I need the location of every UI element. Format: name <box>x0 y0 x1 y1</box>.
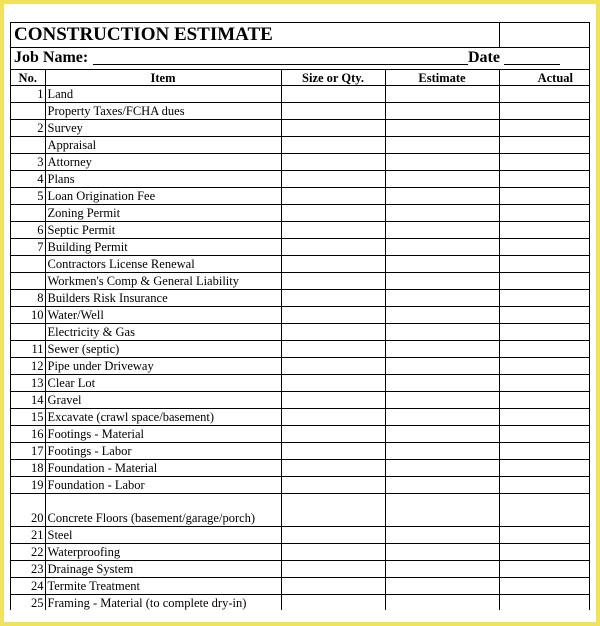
row-item: Zoning Permit <box>45 205 281 222</box>
column-header-no: No. <box>11 70 45 86</box>
row-item: Foundation - Material <box>45 460 281 477</box>
estimate-table <box>11 69 589 610</box>
row-number: 24 <box>11 578 45 595</box>
row-actual-cell[interactable] <box>499 341 589 358</box>
row-item: Building Permit <box>45 239 281 256</box>
row-size-cell[interactable] <box>281 477 385 494</box>
row-estimate-cell[interactable] <box>385 273 499 290</box>
row-number <box>11 324 45 341</box>
row-number <box>11 103 45 120</box>
title-row <box>11 23 589 48</box>
table-row <box>11 544 589 561</box>
row-number: 2 <box>11 120 45 137</box>
table-row <box>11 222 589 239</box>
row-estimate-cell[interactable] <box>385 595 499 611</box>
table-row <box>11 341 589 358</box>
row-actual-cell[interactable] <box>499 188 589 205</box>
row-number: 19 <box>11 477 45 494</box>
date-label: Date <box>468 49 500 66</box>
row-actual-cell[interactable] <box>499 205 589 222</box>
row-actual-cell[interactable] <box>499 409 589 426</box>
row-number: 6 <box>11 222 45 239</box>
row-item: Excavate (crawl space/basement) <box>45 409 281 426</box>
row-estimate-cell[interactable] <box>385 426 499 443</box>
row-size-cell[interactable] <box>281 307 385 324</box>
row-item: Contractors License Renewal <box>45 256 281 273</box>
row-estimate-cell[interactable] <box>385 154 499 171</box>
row-actual-cell[interactable] <box>499 239 589 256</box>
row-size-cell[interactable] <box>281 409 385 426</box>
row-number: 12 <box>11 358 45 375</box>
row-item: Drainage System <box>45 561 281 578</box>
row-item: Water/Well <box>45 307 281 324</box>
row-number: 13 <box>11 375 45 392</box>
table-row <box>11 375 589 392</box>
job-row <box>11 47 589 70</box>
row-actual-cell[interactable] <box>499 544 589 561</box>
row-actual-cell[interactable] <box>499 307 589 324</box>
table-row <box>11 460 589 477</box>
row-actual-cell[interactable] <box>499 392 589 409</box>
row-number: 8 <box>11 290 45 307</box>
row-size-cell[interactable] <box>281 256 385 273</box>
job-name-field[interactable] <box>93 64 468 65</box>
table-row <box>11 409 589 426</box>
row-item: Builders Risk Insurance <box>45 290 281 307</box>
row-actual-cell[interactable] <box>499 222 589 239</box>
row-number: 20 <box>11 494 45 527</box>
row-number: 7 <box>11 239 45 256</box>
row-size-cell[interactable] <box>281 595 385 611</box>
row-actual-cell[interactable] <box>499 494 589 527</box>
row-item: Appraisal <box>45 137 281 154</box>
estimate-sheet <box>10 22 590 610</box>
row-size-cell[interactable] <box>281 103 385 120</box>
row-estimate-cell[interactable] <box>385 324 499 341</box>
table-row <box>11 561 589 578</box>
row-item: Attorney <box>45 154 281 171</box>
row-actual-cell[interactable] <box>499 426 589 443</box>
row-size-cell[interactable] <box>281 188 385 205</box>
row-estimate-cell[interactable] <box>385 527 499 544</box>
table-row <box>11 358 589 375</box>
column-header-item: Item <box>45 70 281 86</box>
table-row <box>11 171 589 188</box>
row-actual-cell[interactable] <box>499 358 589 375</box>
row-item: Electricity & Gas <box>45 324 281 341</box>
row-size-cell[interactable] <box>281 527 385 544</box>
row-estimate-cell[interactable] <box>385 222 499 239</box>
table-row <box>11 154 589 171</box>
row-number: 22 <box>11 544 45 561</box>
row-actual-cell[interactable] <box>499 273 589 290</box>
row-estimate-cell[interactable] <box>385 290 499 307</box>
row-size-cell[interactable] <box>281 154 385 171</box>
row-item: Concrete Floors (basement/garage/porch) <box>45 494 281 527</box>
row-item: Survey <box>45 120 281 137</box>
row-number: 18 <box>11 460 45 477</box>
table-row <box>11 578 589 595</box>
row-actual-cell[interactable] <box>499 595 589 611</box>
date-field[interactable] <box>504 64 560 65</box>
row-estimate-cell[interactable] <box>385 358 499 375</box>
row-item: Workmen's Comp & General Liability <box>45 273 281 290</box>
row-estimate-cell[interactable] <box>385 256 499 273</box>
row-estimate-cell[interactable] <box>385 443 499 460</box>
row-item: Plans <box>45 171 281 188</box>
row-item: Loan Origination Fee <box>45 188 281 205</box>
row-estimate-cell[interactable] <box>385 494 499 527</box>
table-header-row <box>11 70 589 86</box>
row-size-cell[interactable] <box>281 205 385 222</box>
table-row <box>11 494 589 527</box>
row-size-cell[interactable] <box>281 222 385 239</box>
row-item: Waterproofing <box>45 544 281 561</box>
row-number: 4 <box>11 171 45 188</box>
table-row <box>11 527 589 544</box>
row-actual-cell[interactable] <box>499 375 589 392</box>
row-number <box>11 273 45 290</box>
column-header-size: Size or Qty. <box>281 70 385 86</box>
row-number: 23 <box>11 561 45 578</box>
row-estimate-cell[interactable] <box>385 392 499 409</box>
table-row <box>11 86 589 103</box>
row-actual-cell[interactable] <box>499 154 589 171</box>
job-name-label: Job Name: <box>14 49 89 66</box>
table-row <box>11 392 589 409</box>
table-row <box>11 477 589 494</box>
column-header-actual: Actual <box>499 70 589 86</box>
row-size-cell[interactable] <box>281 324 385 341</box>
row-size-cell[interactable] <box>281 375 385 392</box>
table-row <box>11 273 589 290</box>
row-size-cell[interactable] <box>281 443 385 460</box>
row-item: Land <box>45 86 281 103</box>
row-estimate-cell[interactable] <box>385 171 499 188</box>
row-number <box>11 256 45 273</box>
row-size-cell[interactable] <box>281 86 385 103</box>
table-row <box>11 239 589 256</box>
row-estimate-cell[interactable] <box>385 188 499 205</box>
table-row <box>11 188 589 205</box>
row-actual-cell[interactable] <box>499 527 589 544</box>
row-number: 14 <box>11 392 45 409</box>
row-item: Property Taxes/FCHA dues <box>45 103 281 120</box>
title-divider <box>499 23 500 47</box>
row-estimate-cell[interactable] <box>385 578 499 595</box>
row-number: 17 <box>11 443 45 460</box>
row-number <box>11 137 45 154</box>
table-row <box>11 307 589 324</box>
row-estimate-cell[interactable] <box>385 103 499 120</box>
row-actual-cell[interactable] <box>499 561 589 578</box>
row-item: Footings - Labor <box>45 443 281 460</box>
row-estimate-cell[interactable] <box>385 341 499 358</box>
table-row <box>11 324 589 341</box>
row-actual-cell[interactable] <box>499 290 589 307</box>
row-estimate-cell[interactable] <box>385 307 499 324</box>
table-row <box>11 137 589 154</box>
row-size-cell[interactable] <box>281 358 385 375</box>
row-item: Foundation - Labor <box>45 477 281 494</box>
row-actual-cell[interactable] <box>499 256 589 273</box>
row-size-cell[interactable] <box>281 544 385 561</box>
table-row <box>11 426 589 443</box>
row-item: Clear Lot <box>45 375 281 392</box>
row-size-cell[interactable] <box>281 137 385 154</box>
row-size-cell[interactable] <box>281 578 385 595</box>
row-actual-cell[interactable] <box>499 578 589 595</box>
row-number: 16 <box>11 426 45 443</box>
row-number: 21 <box>11 527 45 544</box>
row-number: 3 <box>11 154 45 171</box>
row-number: 5 <box>11 188 45 205</box>
row-size-cell[interactable] <box>281 341 385 358</box>
row-size-cell[interactable] <box>281 494 385 527</box>
row-number: 1 <box>11 86 45 103</box>
row-number: 11 <box>11 341 45 358</box>
row-estimate-cell[interactable] <box>385 409 499 426</box>
row-item: Termite Treatment <box>45 578 281 595</box>
row-estimate-cell[interactable] <box>385 544 499 561</box>
row-size-cell[interactable] <box>281 392 385 409</box>
row-actual-cell[interactable] <box>499 86 589 103</box>
row-estimate-cell[interactable] <box>385 137 499 154</box>
row-estimate-cell[interactable] <box>385 561 499 578</box>
row-actual-cell[interactable] <box>499 443 589 460</box>
row-actual-cell[interactable] <box>499 137 589 154</box>
row-estimate-cell[interactable] <box>385 460 499 477</box>
row-size-cell[interactable] <box>281 273 385 290</box>
row-estimate-cell[interactable] <box>385 205 499 222</box>
row-size-cell[interactable] <box>281 460 385 477</box>
row-actual-cell[interactable] <box>499 120 589 137</box>
row-size-cell[interactable] <box>281 426 385 443</box>
row-actual-cell[interactable] <box>499 324 589 341</box>
row-size-cell[interactable] <box>281 290 385 307</box>
row-size-cell[interactable] <box>281 120 385 137</box>
page-title: CONSTRUCTION ESTIMATE <box>14 24 273 45</box>
row-item: Steel <box>45 527 281 544</box>
row-size-cell[interactable] <box>281 561 385 578</box>
row-estimate-cell[interactable] <box>385 120 499 137</box>
table-row <box>11 120 589 137</box>
row-actual-cell[interactable] <box>499 171 589 188</box>
table-row <box>11 256 589 273</box>
row-number: 10 <box>11 307 45 324</box>
row-estimate-cell[interactable] <box>385 86 499 103</box>
row-number: 15 <box>11 409 45 426</box>
row-estimate-cell[interactable] <box>385 375 499 392</box>
row-item: Framing - Material (to complete dry-in) <box>45 595 281 611</box>
row-number: 25 <box>11 595 45 611</box>
row-estimate-cell[interactable] <box>385 239 499 256</box>
row-item: Septic Permit <box>45 222 281 239</box>
row-item: Pipe under Driveway <box>45 358 281 375</box>
row-size-cell[interactable] <box>281 171 385 188</box>
row-estimate-cell[interactable] <box>385 477 499 494</box>
row-item: Footings - Material <box>45 426 281 443</box>
row-actual-cell[interactable] <box>499 460 589 477</box>
table-row <box>11 290 589 307</box>
row-item: Gravel <box>45 392 281 409</box>
row-size-cell[interactable] <box>281 239 385 256</box>
column-header-estimate: Estimate <box>385 70 499 86</box>
row-actual-cell[interactable] <box>499 477 589 494</box>
row-actual-cell[interactable] <box>499 103 589 120</box>
table-row <box>11 205 589 222</box>
table-row <box>11 443 589 460</box>
row-item: Sewer (septic) <box>45 341 281 358</box>
row-number <box>11 205 45 222</box>
table-row <box>11 103 589 120</box>
table-row <box>11 595 589 611</box>
